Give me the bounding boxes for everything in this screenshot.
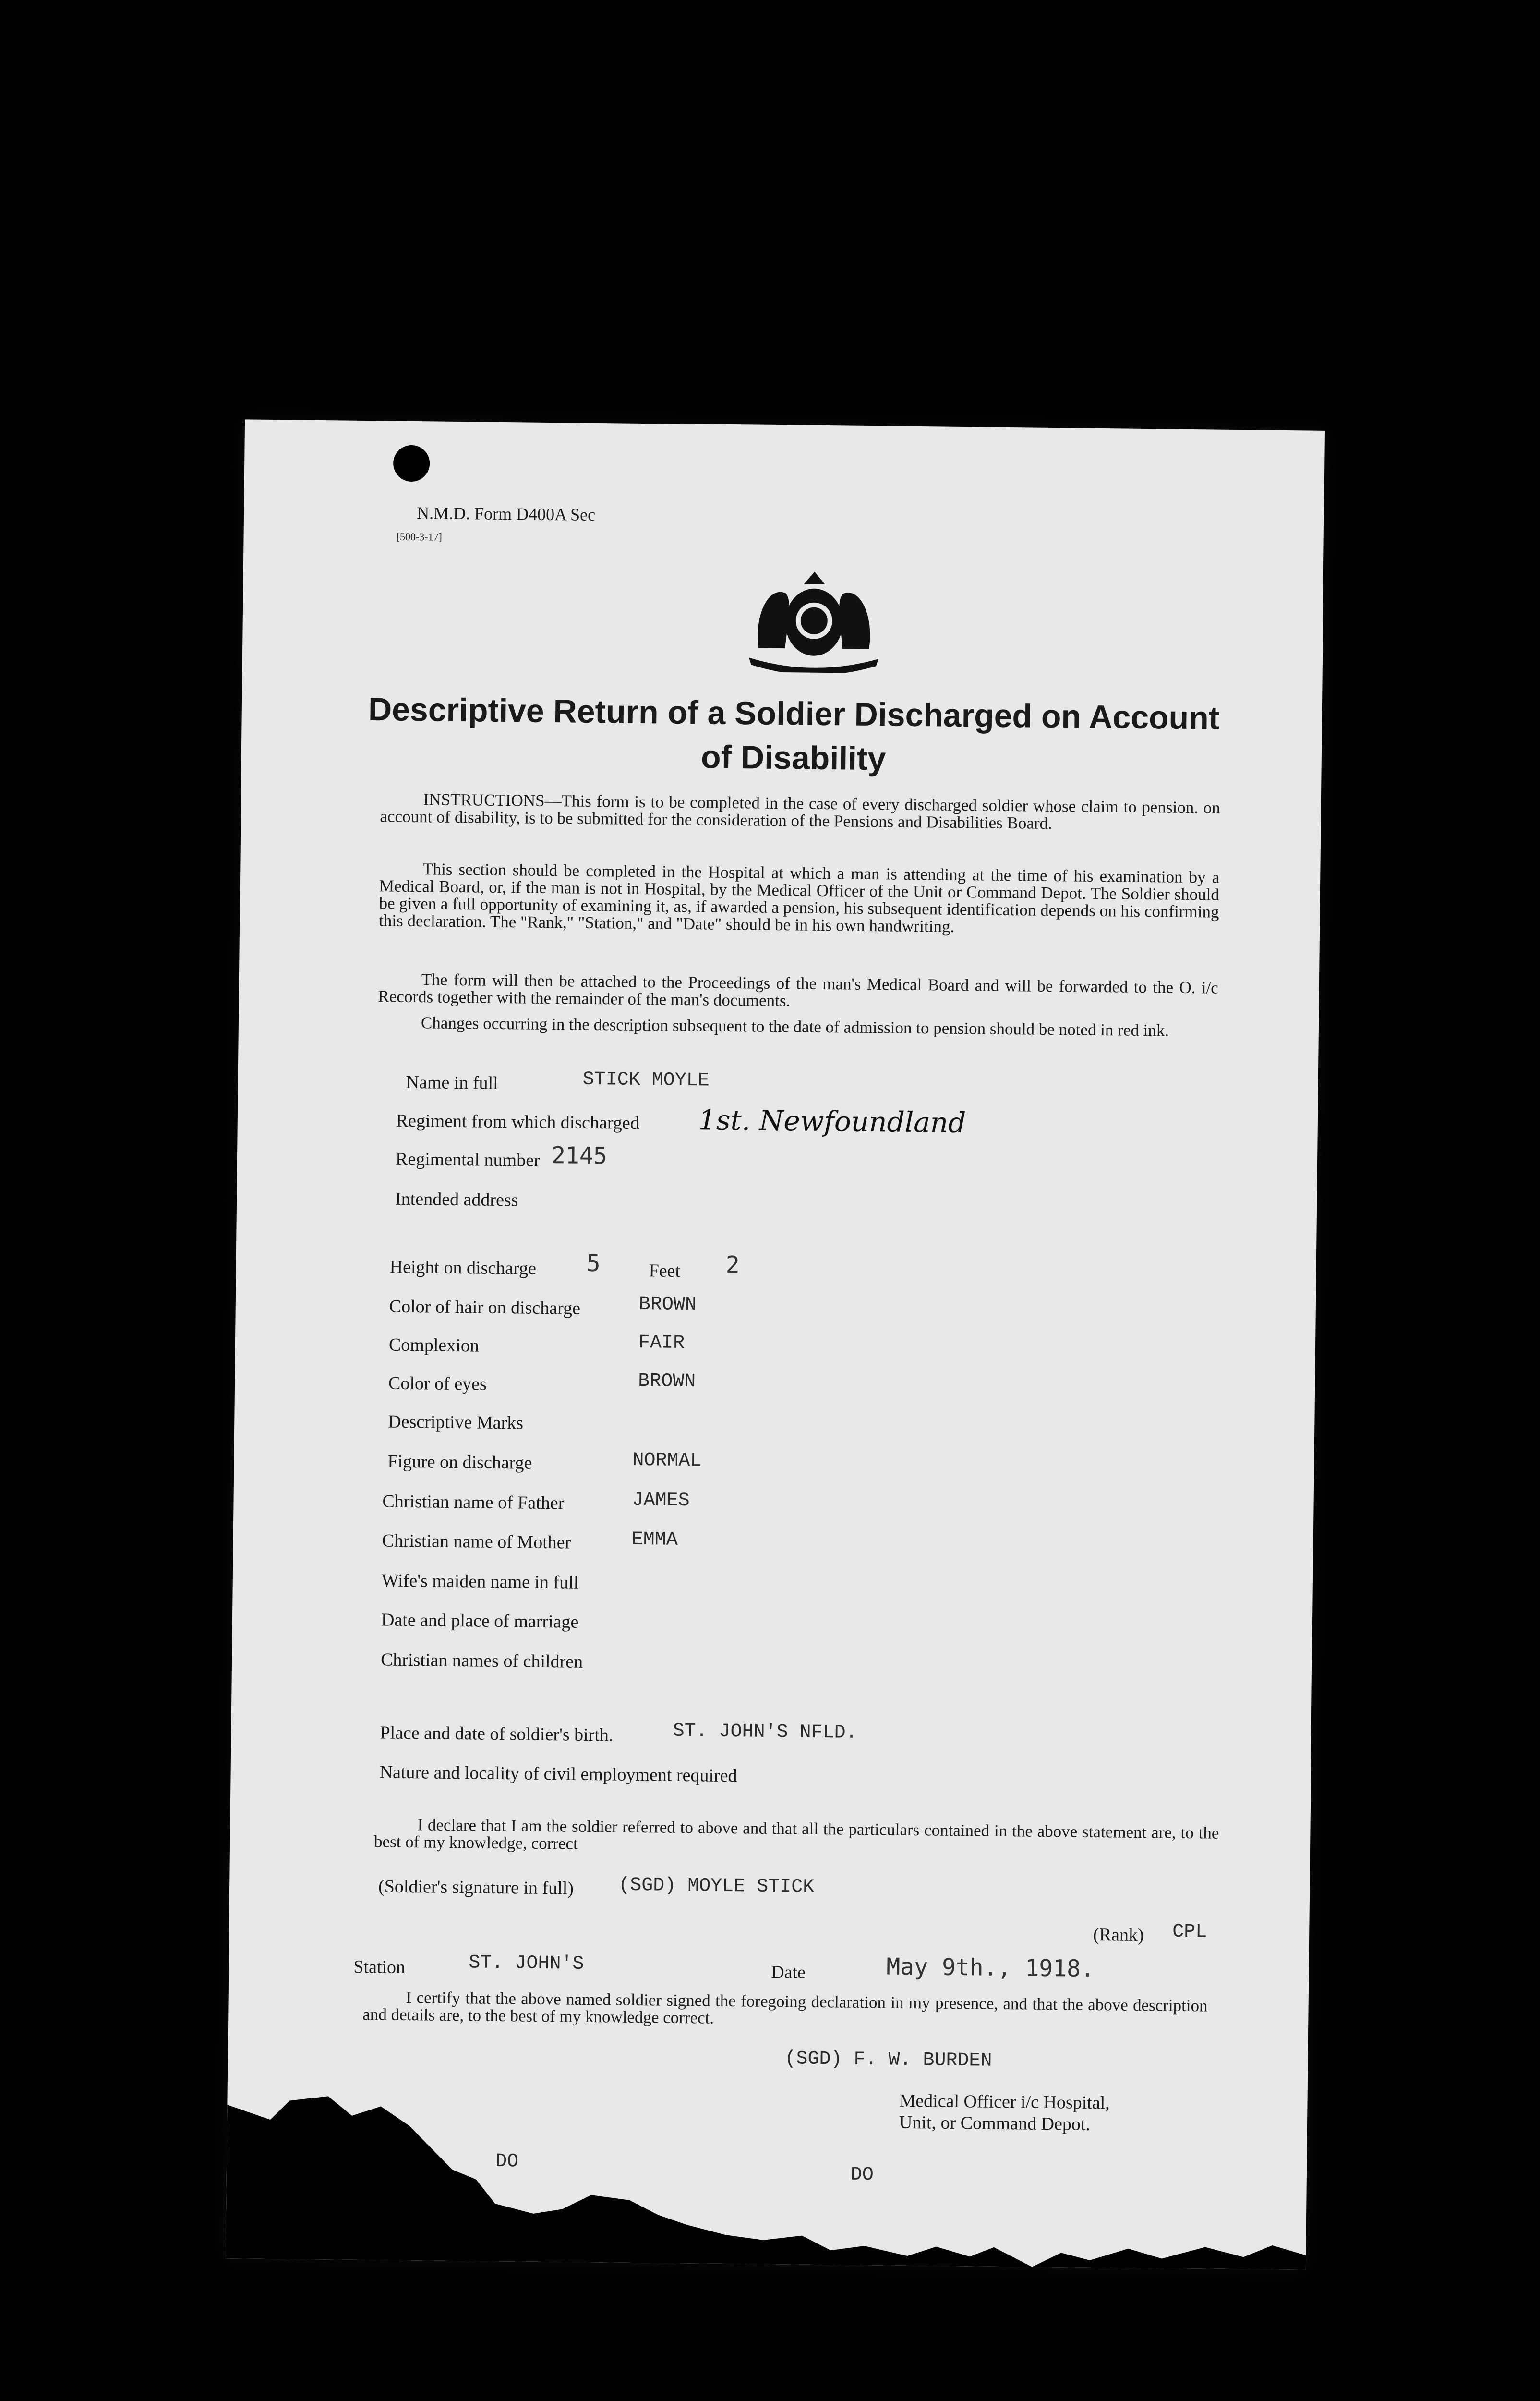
certification-text: I certify that the above named soldier signed the foregoing declaration in my presence, and that the above description and details are, to the best of my knowledge correct. [362,1988,1208,2027]
officer-signature-value: (SGD) F. W. BURDEN [784,2048,992,2072]
employment-label: Nature and locality of civil employment required [379,1762,737,1786]
hair-value: BROWN [638,1294,697,1316]
date-label: Date [771,1962,806,1983]
instructions-paragraph-2: This section should be completed in the Hospital at which a man is attending at the time of his examination by a Medical Board, or, if the man is not in Hospital, by the Medical Officer of the Unit or Command Depot. The Soldier should be given a full opportunity of examining it, as, if awarded a pension, his subsequent identification depends on his confirming this declaration. The "Rank," "Station," and "Date" should be in his own handwriting. [378,860,1220,936]
figure-label: Figure on discharge [387,1451,532,1473]
height-label: Height on discharge [389,1257,537,1279]
royal-coat-of-arms-icon [739,566,889,673]
father-label: Christian name of Father [382,1491,565,1514]
torn-edge-damage [226,2086,1308,2270]
height-feet-value: 5 [586,1249,601,1277]
mother-value: EMMA [631,1528,678,1551]
discharge-form-page [226,419,1325,2269]
signature-value: (SGD) MOYLE STICK [618,1874,815,1898]
name-value: STICK MOYLE [582,1068,710,1092]
marriage-label: Date and place of marriage [381,1610,579,1632]
regimental-number-value: 2145 [551,1142,607,1170]
name-label: Name in full [406,1072,498,1093]
birth-value: ST. JOHN'S NFLD. [673,1720,857,1744]
height-inches-value: 2 [725,1251,740,1279]
eyes-value: BROWN [638,1370,696,1393]
children-label: Christian names of children [380,1649,583,1672]
regiment-label: Regiment from which discharged [396,1110,639,1134]
eyes-label: Color of eyes [388,1373,487,1395]
form-code: [500-3-17] [396,530,443,543]
punch-hole [393,445,430,482]
ditto-mark-2: DO [850,2164,874,2186]
feet-label: Feet [649,1261,681,1281]
station-value: ST. JOHN'S [469,1952,584,1975]
form-number: N.M.D. Form D400A Sec [416,503,596,524]
declaration-text: I declare that I am the soldier referred to above and that all the particulars contained in the above statement are, to the best of my knowledge, correct [373,1815,1219,1853]
instructions-paragraph-4: Changes occurring in the description subsequent to the date of admission to pension should be noted in red ink. [421,1013,1169,1040]
station-label: Station [353,1956,406,1977]
mother-label: Christian name of Mother [382,1530,571,1553]
form-title: Descriptive Return of a Soldier Discharged on Account of Disability [368,691,1220,777]
medical-officer-label-1: Medical Officer i/c Hospital, [899,2090,1110,2113]
hair-label: Color of hair on discharge [389,1296,581,1319]
rank-label: (Rank) [1093,1925,1144,1946]
intended-address-label: Intended address [395,1188,518,1211]
father-value: JAMES [632,1489,690,1512]
date-value: May 9th., 1918. [886,1953,1095,1983]
instructions-paragraph-1: INSTRUCTIONS—This form is to be completed in the case of every discharged soldier whose claim to pension. on account of disability, is to be submitted for the consideration of the Pensions and Disabilities Board. [380,790,1220,833]
medical-officer-label-2: Unit, or Command Depot. [899,2112,1091,2134]
regimental-number-label: Regimental number [395,1149,540,1171]
ditto-mark-1: DO [495,2150,519,2173]
wife-label: Wife's maiden name in full [381,1570,579,1593]
rank-value: CPL [1172,1921,1207,1943]
figure-value: NORMAL [632,1449,702,1472]
complexion-value: FAIR [638,1332,685,1355]
signature-label: (Soldier's signature in full) [378,1876,574,1899]
descriptive-marks-label: Descriptive Marks [388,1411,524,1433]
complexion-label: Complexion [388,1334,480,1356]
regiment-value: 1st. Newfoundland [698,1103,966,1140]
instructions-paragraph-3: The form will then be attached to the Proceedings of the man's Medical Board and will be forwarded to the O. i/c Records together with the remainder of the man's documents. [378,970,1219,1010]
birth-label: Place and date of soldier's birth. [380,1722,614,1746]
